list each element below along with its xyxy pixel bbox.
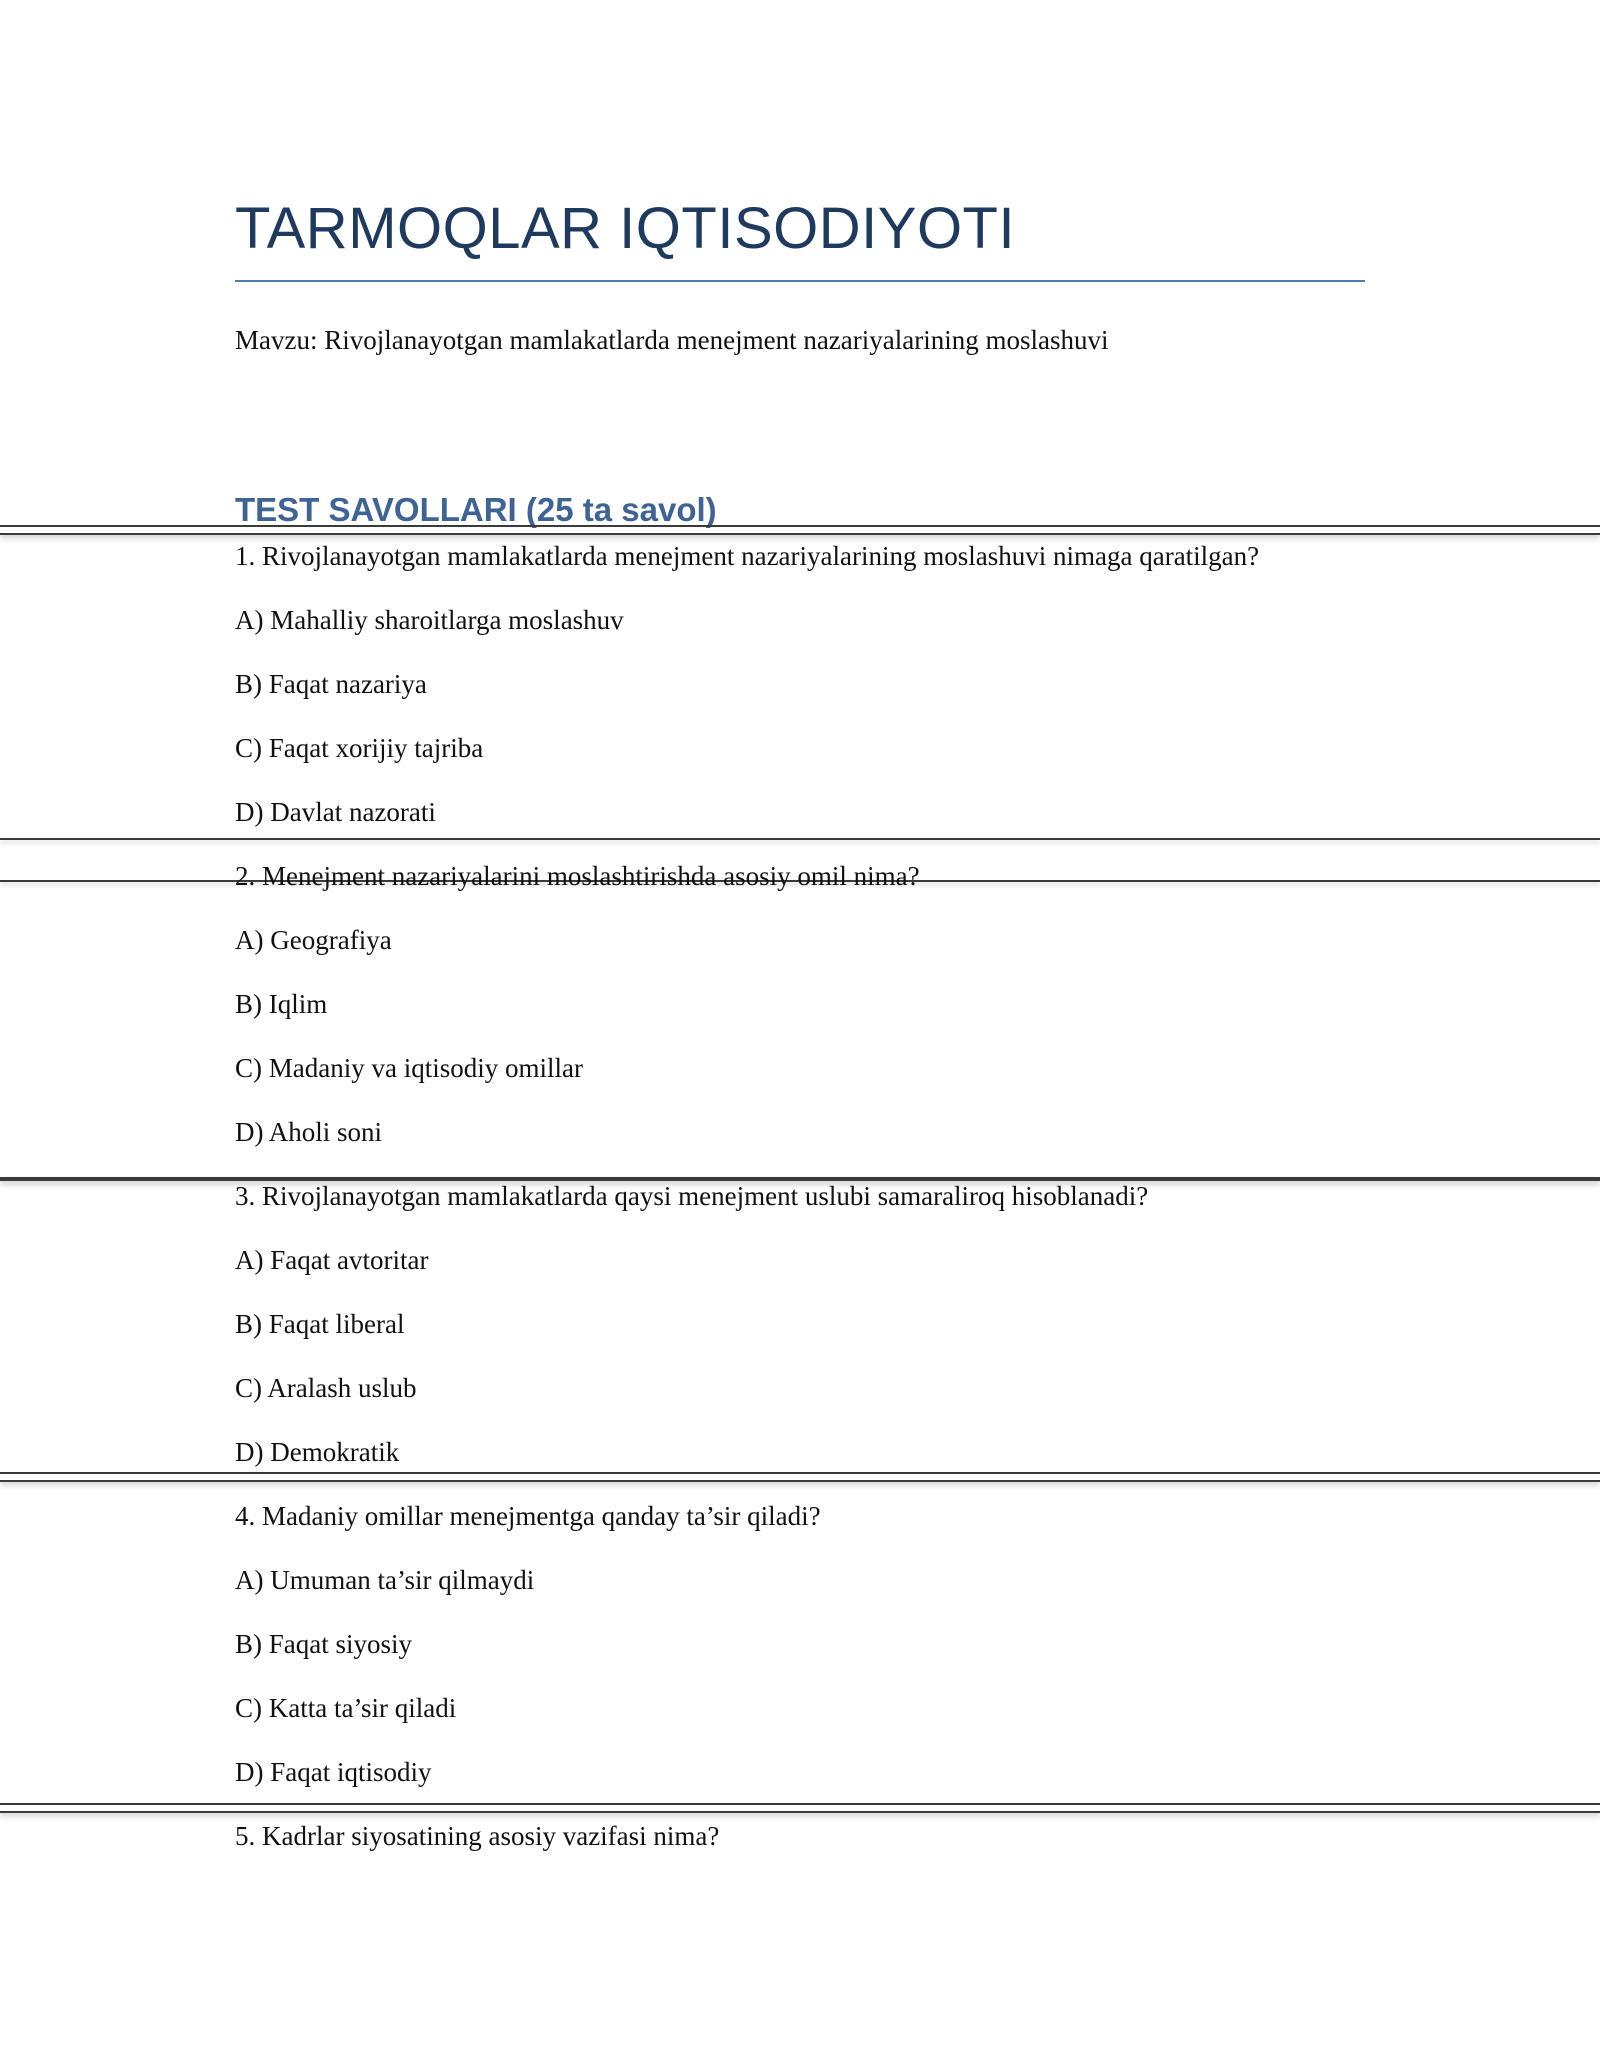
answer-option: C) Faqat xorijiy tajriba <box>235 733 484 763</box>
answer-option: D) Davlat nazorati <box>235 797 436 827</box>
question-text: 2. Menejment nazariyalarini moslashtirishda asosiy omil nima? <box>235 861 920 891</box>
separator <box>0 838 1600 840</box>
question-text: 1. Rivojlanayotgan mamlakatlarda menejment nazariyalarining moslashuvi nimaga qaratilgan? <box>235 541 1260 571</box>
answer-option: D) Aholi soni <box>235 1117 383 1147</box>
title-underline <box>235 280 1365 282</box>
answer-option: C) Madaniy va iqtisodiy omillar <box>235 1053 583 1083</box>
answer-option: C) Aralash uslub <box>235 1373 417 1403</box>
question-text: 3. Rivojlanayotgan mamlakatlarda qaysi menejment uslubi samaraliroq hisoblanadi? <box>235 1181 1149 1211</box>
answer-option: D) Demokratik <box>235 1437 400 1467</box>
answer-option: A) Faqat avtoritar <box>235 1245 429 1275</box>
answer-option: B) Faqat siyosiy <box>235 1629 413 1659</box>
answer-option: A) Mahalliy sharoitlarga moslashuv <box>235 605 624 635</box>
answer-option: D) Faqat iqtisodiy <box>235 1757 432 1787</box>
separator <box>0 1472 1600 1482</box>
separator <box>0 525 1600 535</box>
answer-option: B) Iqlim <box>235 989 328 1019</box>
question-text: 5. Kadrlar siyosatining asosiy vazifasi nima? <box>235 1821 720 1851</box>
answer-option: A) Geografiya <box>235 925 392 955</box>
answer-option: B) Faqat nazariya <box>235 669 427 699</box>
answer-option: A) Umuman ta’sir qilmaydi <box>235 1565 535 1595</box>
section-heading: TEST SAVOLLARI (25 ta savol) <box>235 491 717 528</box>
document-subtitle: Mavzu: Rivojlanayotgan mamlakatlarda menejment nazariyalarining moslashuvi <box>235 325 1109 355</box>
question-text: 4. Madaniy omillar menejmentga qanday ta’sir qiladi? <box>235 1501 821 1531</box>
answer-option: C) Katta ta’sir qiladi <box>235 1693 457 1723</box>
separator <box>0 1803 1600 1813</box>
answer-option: B) Faqat liberal <box>235 1309 405 1339</box>
document-title: TARMOQLAR IQTISODIYOTI <box>235 196 1016 261</box>
